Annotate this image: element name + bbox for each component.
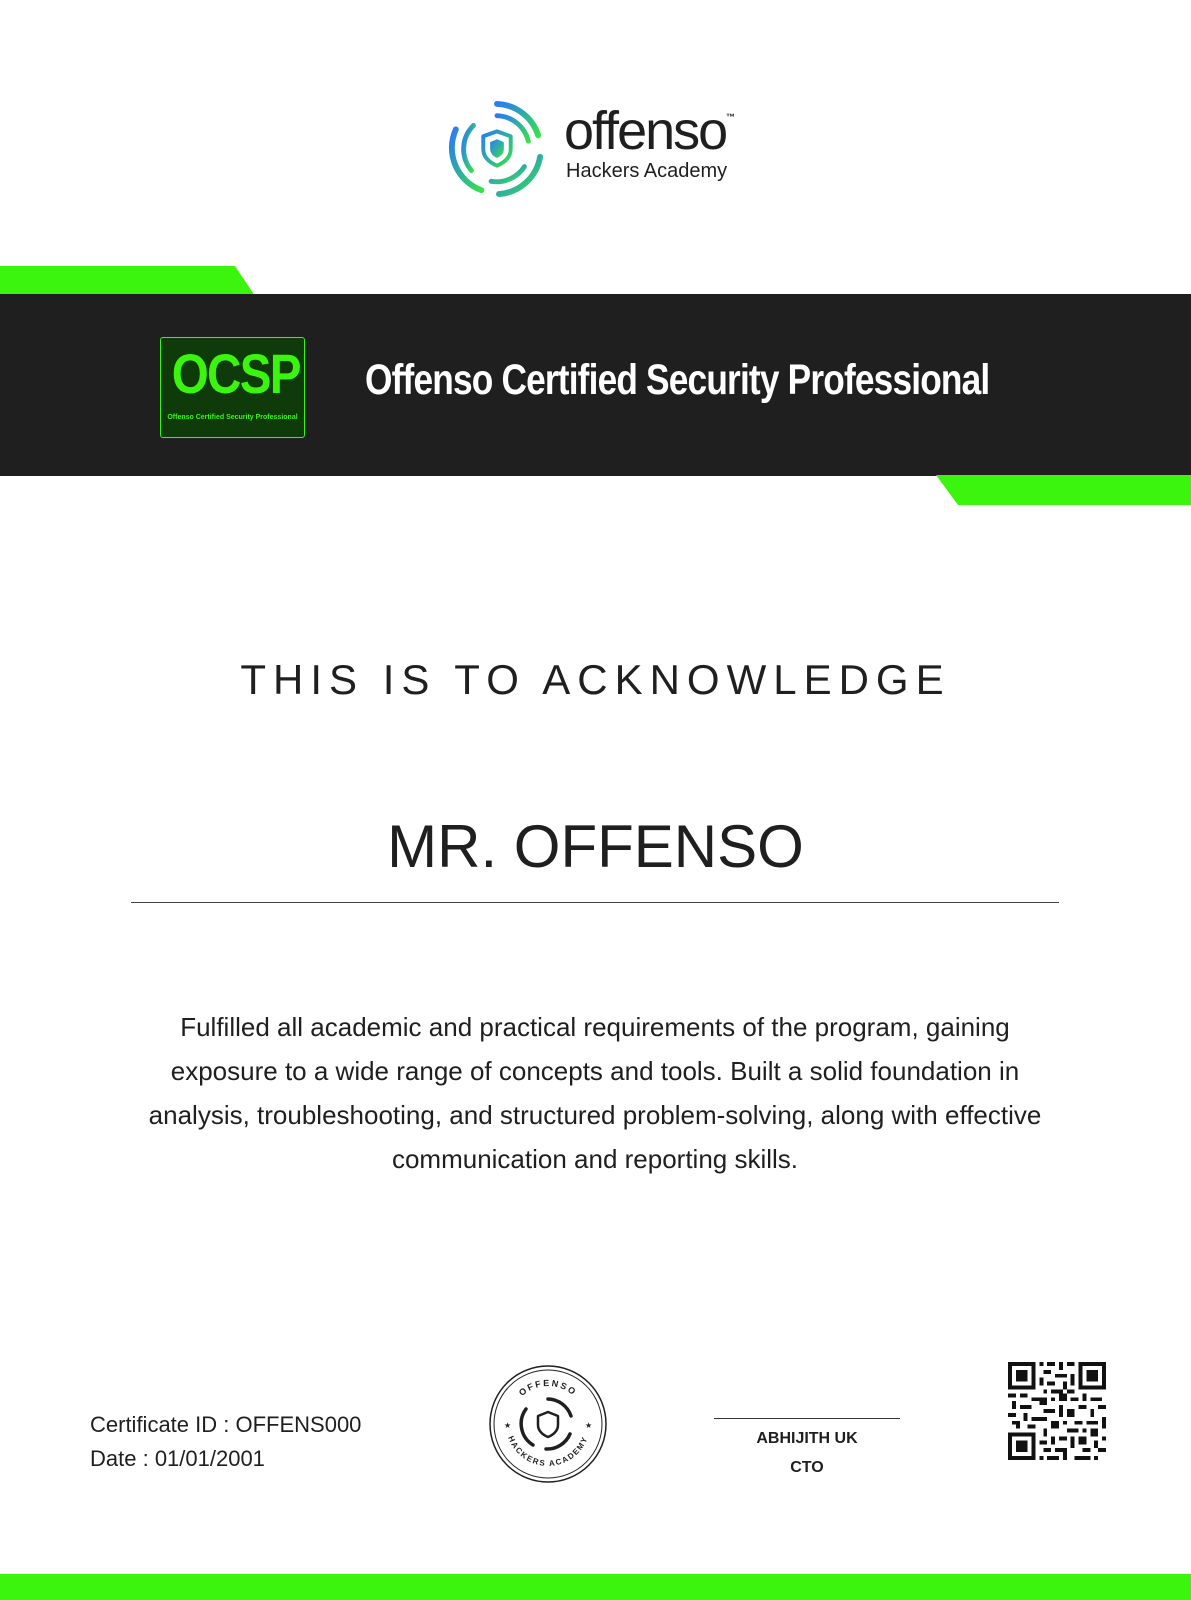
certificate-id-label: Certificate ID : [90, 1412, 236, 1437]
badge-subtitle: Offenso Certified Security Professional [167, 414, 298, 421]
ocsp-badge [160, 337, 305, 438]
academy-seal [488, 1364, 608, 1484]
acknowledge-heading: THIS IS TO ACKNOWLEDGE [240, 656, 951, 703]
accent-stripe-bottom [936, 475, 1191, 505]
signatory-role: CTO [790, 1459, 824, 1476]
footer-accent-bar [0, 1574, 1191, 1600]
svg-text:★: ★ [504, 1421, 512, 1430]
seal-text-bottom: HACKERS ACADEMY [506, 1434, 590, 1469]
svg-text:OFFENSO [517, 1378, 579, 1398]
svg-text:HACKERS ACADEMY [506, 1435, 590, 1468]
description-text: Fulfilled all academic and practical requirements of the program, gaining exposure to a wide range of concepts and tools. Built a solid foundation in analysis, troubleshooting, and structured problem-solving, along with effective communication and reporting skills. [148, 1012, 1042, 1174]
name-underline [131, 902, 1059, 903]
qr-code [1008, 1362, 1106, 1460]
seal-text-top: OFFENSO [516, 1377, 580, 1398]
certificate-id-row [90, 1408, 361, 1442]
brand-name: offenso [564, 101, 727, 161]
certificate-meta [90, 1408, 361, 1476]
recipient-name: MR. OFFENSO [387, 813, 804, 880]
badge-code: OCSP [171, 342, 300, 405]
certification-title: Offenso Certified Security Professional [365, 356, 990, 404]
signature-line [714, 1418, 900, 1419]
date-label: Date : [90, 1446, 155, 1471]
trademark-mark: ™ [726, 112, 735, 122]
svg-text:★: ★ [585, 1421, 593, 1430]
brand-tagline: Hackers Academy [566, 160, 728, 182]
certificate-id-value: OFFENS000 [235, 1412, 362, 1437]
date-row [90, 1442, 361, 1476]
offenso-logo [448, 100, 748, 200]
seal-shield-icon [521, 1399, 571, 1449]
accent-stripe-top [0, 266, 255, 296]
date-value: 01/01/2001 [154, 1446, 265, 1471]
signatory-name: ABHIJITH UK [756, 1430, 858, 1447]
shield-ring-icon [448, 100, 546, 198]
